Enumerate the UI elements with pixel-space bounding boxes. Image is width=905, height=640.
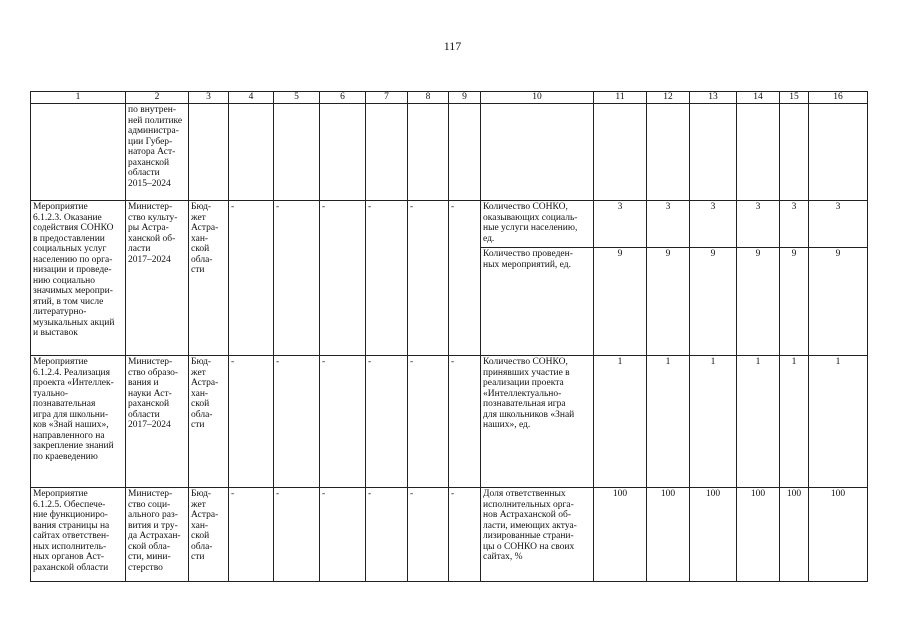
funding-cell: - bbox=[320, 201, 366, 356]
funding-cell: - bbox=[366, 488, 408, 582]
column-number: 4 bbox=[229, 92, 274, 104]
funding-cell: - bbox=[366, 201, 408, 356]
funding-cell bbox=[229, 104, 274, 201]
column-number: 9 bbox=[449, 92, 481, 104]
value-cell: 9 bbox=[809, 248, 868, 356]
funding-cell: - bbox=[366, 356, 408, 488]
column-number: 14 bbox=[737, 92, 780, 104]
value-cell: 3 bbox=[737, 201, 780, 248]
value-cell: 1 bbox=[780, 356, 809, 488]
indicator-cell: Доля ответственных исполнительных орга- нов Астраханской об- ласти, имеющих актуа- лизированные страни- цы о СОНКО на своих сайтах, % bbox=[481, 488, 594, 582]
indicator-cell: Количество СОНКО, принявших участие в реализации проекта «Интеллектуально- познавательная игра для школьников «Знай наших», ед. bbox=[481, 356, 594, 488]
value-cell: 3 bbox=[690, 201, 737, 248]
activity-cell: Мероприятие 6.1.2.5. Обеспече- ние функциониро- вания страницы на сайтах ответствен- ных исполнитель- ных органов Аст- раханской области bbox=[31, 488, 126, 582]
funding-cell: - bbox=[449, 356, 481, 488]
table-row bbox=[31, 356, 868, 488]
value-cell: 100 bbox=[647, 488, 690, 582]
funding-cell: - bbox=[408, 356, 449, 488]
funding-cell: - bbox=[449, 488, 481, 582]
value-cell: 1 bbox=[647, 356, 690, 488]
funding-cell: - bbox=[320, 488, 366, 582]
funding-cell: - bbox=[229, 356, 274, 488]
column-number: 16 bbox=[809, 92, 868, 104]
funding-cell: - bbox=[229, 488, 274, 582]
funding-cell: - bbox=[320, 356, 366, 488]
table-row bbox=[31, 488, 868, 582]
column-number: 10 bbox=[481, 92, 594, 104]
value-cell: 3 bbox=[780, 201, 809, 248]
column-number: 13 bbox=[690, 92, 737, 104]
value-cell: 9 bbox=[594, 248, 647, 356]
column-number: 11 bbox=[594, 92, 647, 104]
value-cell: 100 bbox=[737, 488, 780, 582]
indicator-cell bbox=[481, 104, 594, 201]
funding-cell: - bbox=[408, 488, 449, 582]
activity-cell: Мероприятие 6.1.2.3. Оказание содействия СОНКО в предоставлении социальных услуг населению по орга- низации и проведе- нию социально значимых меропри- ятий, в том числе литературно- музыкальных акций и выставок bbox=[31, 201, 126, 356]
value-cell: 3 bbox=[809, 201, 868, 248]
source-cell: Бюд- жет Астра- хан- ской обла- сти bbox=[189, 488, 229, 582]
value-cell bbox=[690, 104, 737, 201]
column-number: 12 bbox=[647, 92, 690, 104]
column-number: 2 bbox=[126, 92, 189, 104]
column-number: 3 bbox=[189, 92, 229, 104]
value-cell: 3 bbox=[594, 201, 647, 248]
funding-cell bbox=[449, 104, 481, 201]
column-number: 5 bbox=[274, 92, 320, 104]
funding-cell: - bbox=[449, 201, 481, 356]
indicator-cell: Количество проведен- ных мероприятий, ед. bbox=[481, 248, 594, 356]
value-cell: 1 bbox=[737, 356, 780, 488]
executor-cell: по внутрен- ней политике администра- ции Губер- натора Аст- раханской области 2015–2024 bbox=[126, 104, 189, 201]
indicator-cell: Количество СОНКО, оказывающих социаль- ные услуги населению, ед. bbox=[481, 201, 594, 248]
funding-cell: - bbox=[274, 201, 320, 356]
activity-cell bbox=[31, 104, 126, 201]
table-row bbox=[31, 104, 868, 201]
value-cell: 100 bbox=[809, 488, 868, 582]
source-cell: Бюд- жет Астра- хан- ской обла- сти bbox=[189, 356, 229, 488]
funding-cell: - bbox=[274, 356, 320, 488]
funding-cell: - bbox=[408, 201, 449, 356]
value-cell: 9 bbox=[647, 248, 690, 356]
value-cell bbox=[647, 104, 690, 201]
value-cell: 100 bbox=[594, 488, 647, 582]
value-cell bbox=[594, 104, 647, 201]
value-cell bbox=[780, 104, 809, 201]
value-cell: 1 bbox=[594, 356, 647, 488]
column-number: 7 bbox=[366, 92, 408, 104]
funding-cell bbox=[320, 104, 366, 201]
page-number: 117 bbox=[443, 39, 462, 53]
funding-cell bbox=[408, 104, 449, 201]
executor-cell: Министер- ство соци- ального раз- вития и тру- да Астрахан- ской обла- сти, мини- стерство bbox=[126, 488, 189, 582]
activity-cell: Мероприятие 6.1.2.4. Реализация проекта «Интеллек- туально- познавательная игра для школьни- ков «Знай наших», направленного на закрепление знаний по краеведению bbox=[31, 356, 126, 488]
funding-cell: - bbox=[274, 488, 320, 582]
value-cell: 9 bbox=[690, 248, 737, 356]
funding-cell bbox=[274, 104, 320, 201]
value-cell bbox=[737, 104, 780, 201]
value-cell: 100 bbox=[780, 488, 809, 582]
column-number: 15 bbox=[780, 92, 809, 104]
table-row bbox=[31, 201, 868, 248]
value-cell: 1 bbox=[690, 356, 737, 488]
value-cell bbox=[809, 104, 868, 201]
executor-cell: Министер- ство образо- вания и науки Аст- раханской области 2017–2024 bbox=[126, 356, 189, 488]
program-table bbox=[30, 91, 868, 582]
column-number: 1 bbox=[31, 92, 126, 104]
value-cell: 100 bbox=[690, 488, 737, 582]
column-number: 8 bbox=[408, 92, 449, 104]
value-cell: 1 bbox=[809, 356, 868, 488]
column-number-row bbox=[31, 92, 868, 104]
column-number: 6 bbox=[320, 92, 366, 104]
source-cell: Бюд- жет Астра- хан- ской обла- сти bbox=[189, 201, 229, 356]
funding-cell: - bbox=[229, 201, 274, 356]
executor-cell: Министер- ство культу- ры Астра- ханской об- ласти 2017–2024 bbox=[126, 201, 189, 356]
value-cell: 9 bbox=[737, 248, 780, 356]
value-cell: 3 bbox=[647, 201, 690, 248]
source-cell bbox=[189, 104, 229, 201]
funding-cell bbox=[366, 104, 408, 201]
value-cell: 9 bbox=[780, 248, 809, 356]
